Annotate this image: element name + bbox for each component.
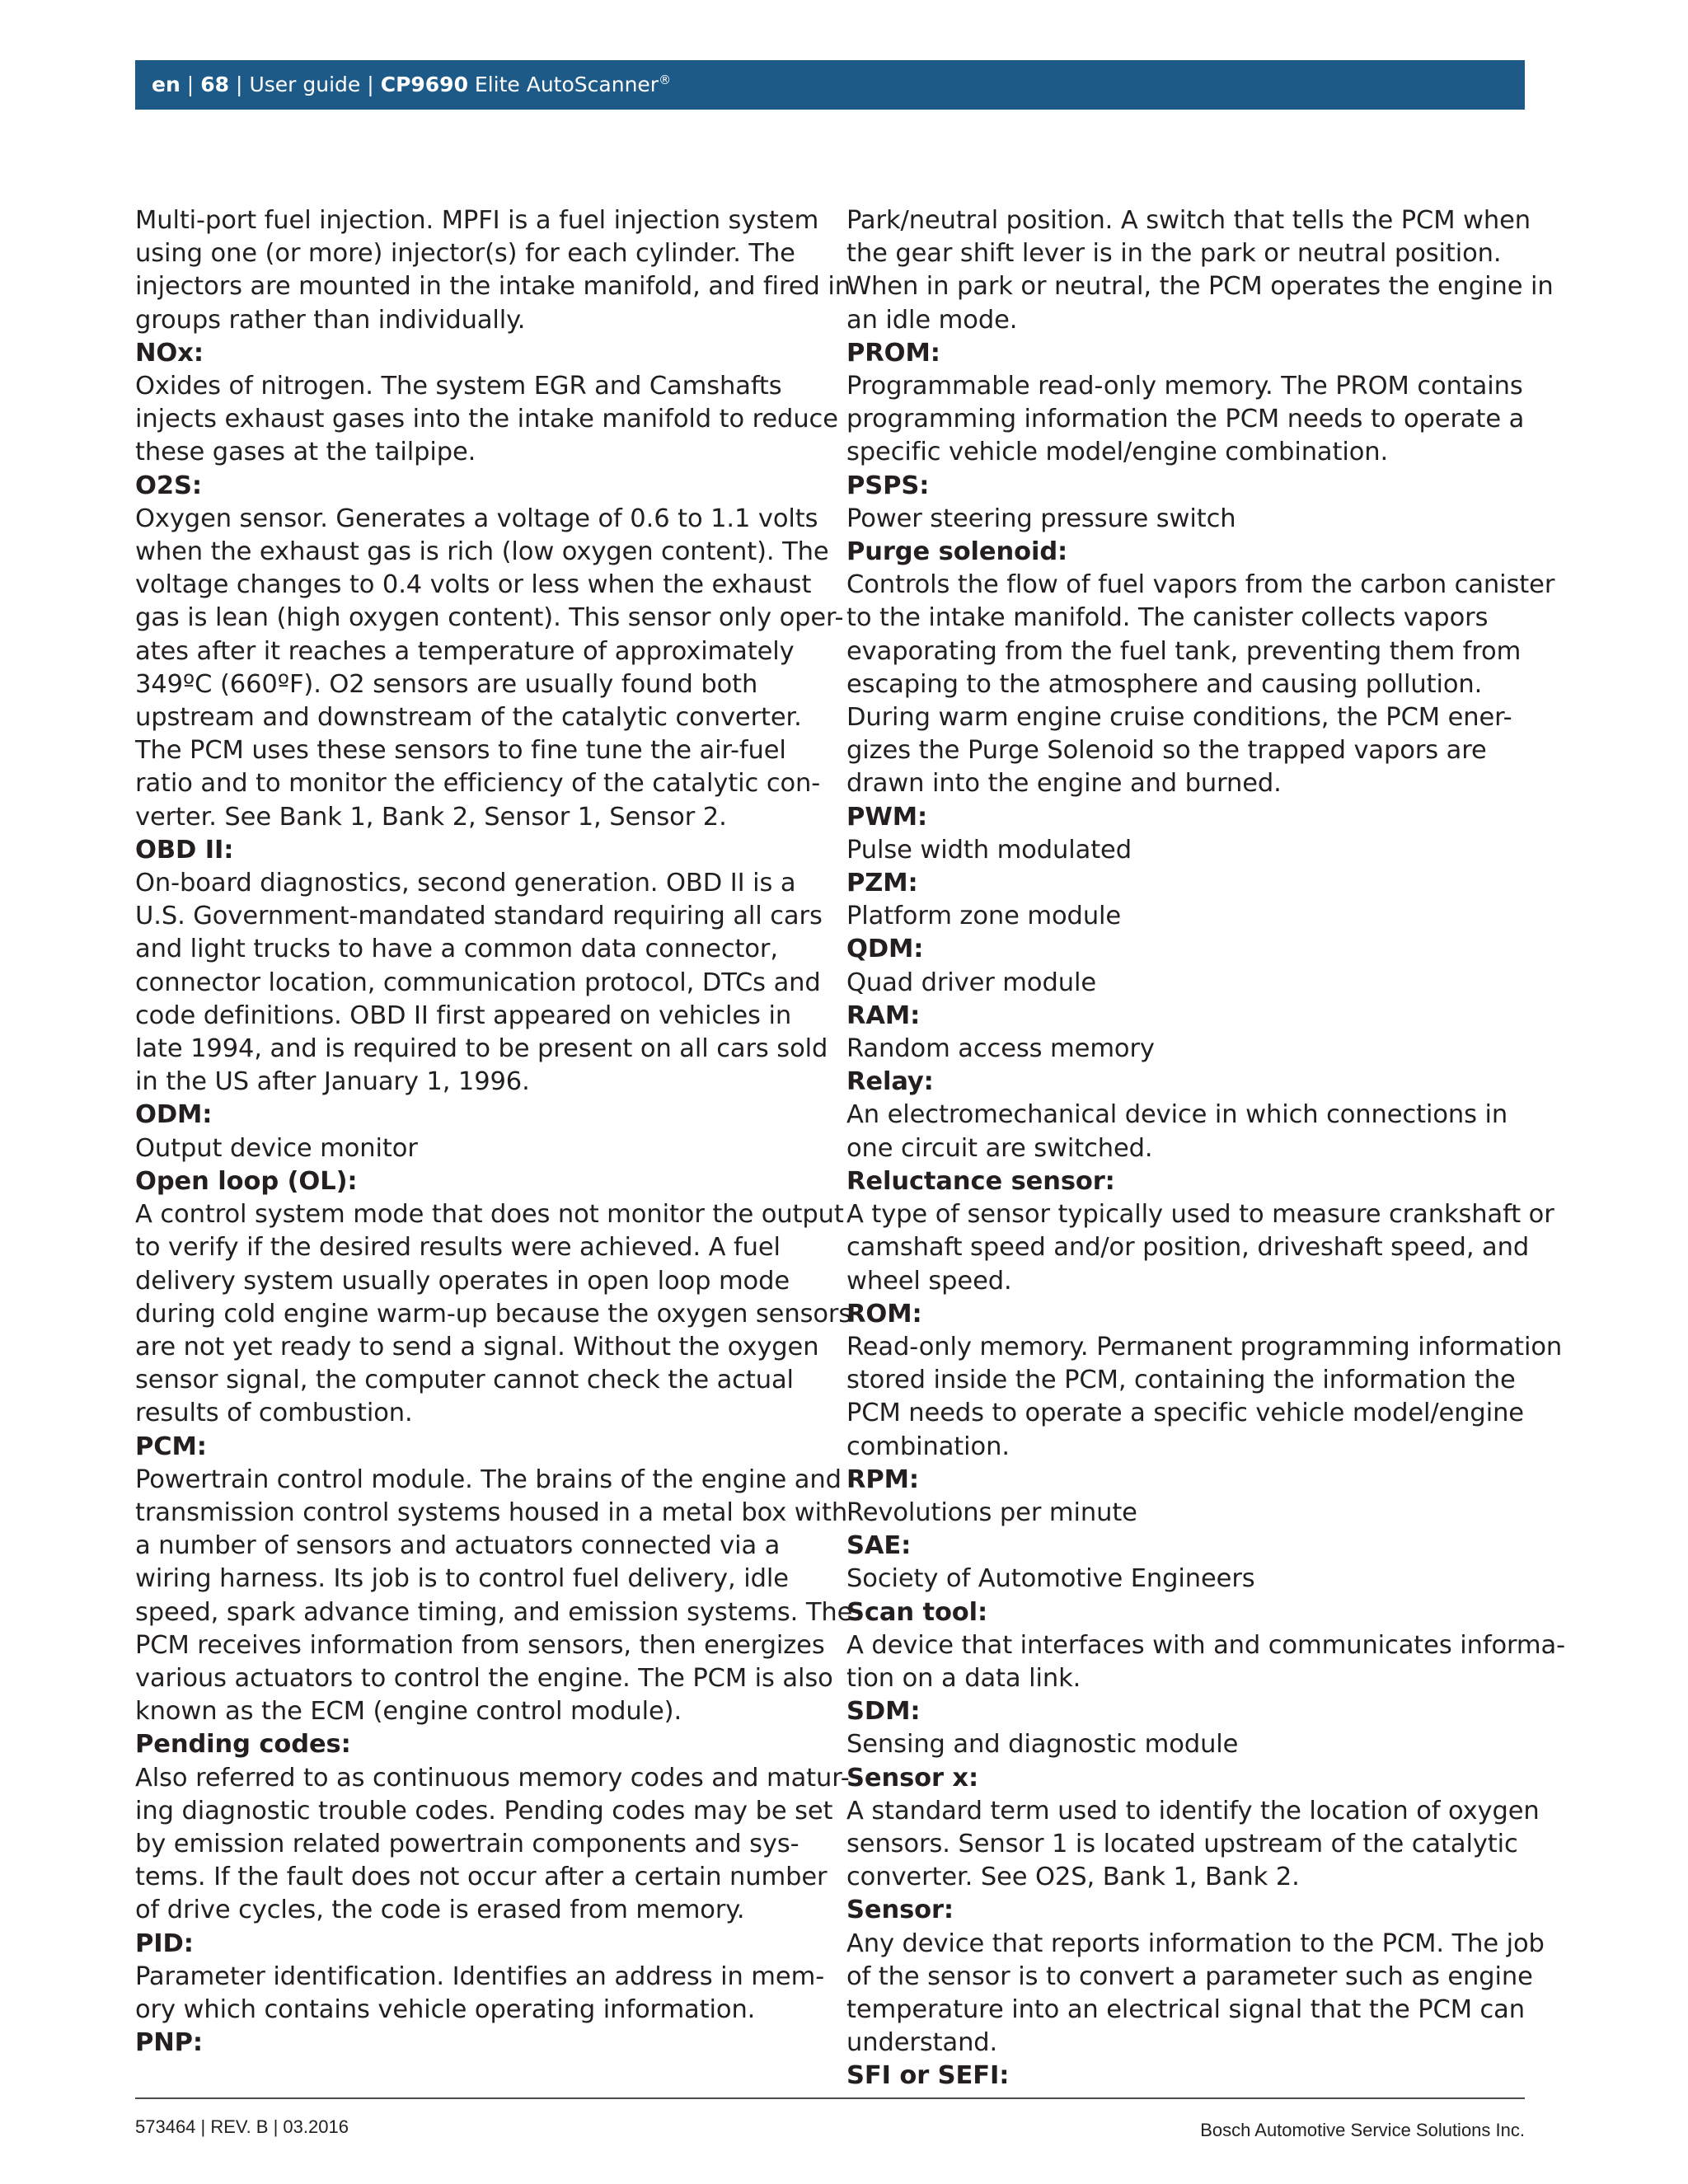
glossary-definition-line: Parameter identification. Identifies an address in mem- bbox=[135, 1961, 825, 1991]
glossary-definition-line: a number of sensors and actuators connected via a bbox=[135, 1531, 781, 1561]
glossary-definition-line: these gases at the tailpipe. bbox=[135, 438, 476, 467]
footer-doc-ref: 573464 | REV. B | 03.2016 bbox=[135, 2116, 349, 2137]
header-separator: | bbox=[186, 73, 195, 96]
glossary-definition-line: groups rather than individually. bbox=[135, 305, 526, 335]
glossary-definition-line: connector location, communication protocol, DTCs and bbox=[135, 968, 821, 997]
glossary-term: SFI or SEFI: bbox=[846, 2061, 1010, 2091]
glossary-definition-line: specific vehicle model/engine combination. bbox=[846, 438, 1389, 467]
glossary-definition-line: wheel speed. bbox=[846, 1266, 1012, 1296]
glossary-definition-line: Controls the flow of fuel vapors from the carbon canister bbox=[846, 570, 1555, 600]
glossary-definition-line: injectors are mounted in the intake manifold, and fired in bbox=[135, 272, 851, 302]
glossary-definition-line: Also referred to as continuous memory codes and matur- bbox=[135, 1763, 850, 1793]
glossary-definition-line: PCM needs to operate a specific vehicle model/engine bbox=[846, 1399, 1524, 1428]
glossary-term: OBD II: bbox=[135, 835, 234, 865]
glossary-definition-line: Output device monitor bbox=[135, 1133, 418, 1163]
glossary-right-column bbox=[846, 204, 1566, 2093]
glossary-definition-line: U.S. Government-mandated standard requiring all cars bbox=[135, 902, 823, 931]
glossary-definition-line: to verify if the desired results were achieved. A fuel bbox=[135, 1233, 781, 1263]
glossary-definition-line: Multi-port fuel injection. MPFI is a fuel injection system bbox=[135, 206, 819, 235]
glossary-definition-line: an idle mode. bbox=[846, 305, 1018, 335]
glossary-definition-line: Society of Automotive Engineers bbox=[846, 1564, 1255, 1594]
glossary-definition-line: Power steering pressure switch bbox=[846, 504, 1236, 533]
glossary-definition-line: sensor signal, the computer cannot check the actual bbox=[135, 1366, 794, 1395]
glossary-term: Reluctance sensor: bbox=[846, 1166, 1115, 1196]
glossary-definition-line: ratio and to monitor the efficiency of the catalytic con- bbox=[135, 769, 821, 799]
glossary-term: PID: bbox=[135, 1929, 194, 1958]
glossary-term: PROM: bbox=[846, 338, 940, 368]
glossary-definition-line: Random access memory bbox=[846, 1034, 1155, 1064]
glossary-term: O2S: bbox=[135, 471, 202, 500]
glossary-definition-line: one circuit are switched. bbox=[846, 1133, 1153, 1163]
glossary-definition-line: Platform zone module bbox=[846, 902, 1122, 931]
glossary-definition-line: ates after it reaches a temperature of approximately bbox=[135, 636, 795, 666]
glossary-definition-line: using one (or more) injector(s) for each cylinder. The bbox=[135, 239, 795, 269]
page-header bbox=[135, 60, 1525, 110]
glossary-definition-line: Read-only memory. Permanent programming information bbox=[846, 1332, 1563, 1361]
glossary-definition-line: gas is lean (high oxygen content). This sensor only oper- bbox=[135, 603, 844, 633]
glossary-term: Open loop (OL): bbox=[135, 1166, 358, 1196]
glossary-definition-line: and light trucks to have a common data connector, bbox=[135, 935, 778, 964]
glossary-term: SDM: bbox=[846, 1697, 921, 1727]
glossary-definition-line: Oxygen sensor. Generates a voltage of 0.6 to 1.1 volts bbox=[135, 504, 818, 533]
glossary-term: PWM: bbox=[846, 802, 928, 832]
glossary-term: ROM: bbox=[846, 1299, 922, 1329]
glossary-definition-line: voltage changes to 0.4 volts or less when the exhaust bbox=[135, 570, 812, 600]
glossary-definition-line: delivery system usually operates in open loop mode bbox=[135, 1266, 790, 1296]
glossary-definition-line: results of combustion. bbox=[135, 1399, 413, 1428]
glossary-definition-line: ing diagnostic trouble codes. Pending codes may be set bbox=[135, 1796, 833, 1825]
glossary-definition-line: PCM receives information from sensors, then energizes bbox=[135, 1630, 825, 1660]
glossary-definition-line: tems. If the fault does not occur after a certain number bbox=[135, 1863, 828, 1892]
glossary-definition-line: When in park or neutral, the PCM operates the engine in bbox=[846, 272, 1554, 302]
glossary-definition-line: upstream and downstream of the catalytic converter. bbox=[135, 703, 802, 733]
glossary-definition-line: gizes the Purge Solenoid so the trapped vapors are bbox=[846, 736, 1487, 766]
glossary-term: Relay: bbox=[846, 1067, 934, 1097]
glossary-left-column bbox=[135, 204, 853, 2060]
glossary-definition-line: 349ºC (660ºF). O2 sensors are usually found both bbox=[135, 669, 758, 699]
glossary-definition-line: when the exhaust gas is rich (low oxygen content). The bbox=[135, 537, 829, 567]
glossary-definition-line: Powertrain control module. The brains of the engine and bbox=[135, 1465, 842, 1494]
glossary-definition-line: During warm engine cruise conditions, the PCM ener- bbox=[846, 703, 1512, 733]
glossary-term: PZM: bbox=[846, 869, 918, 898]
glossary-definition-line: Park/neutral position. A switch that tells the PCM when bbox=[846, 206, 1531, 235]
glossary-definition-line: of drive cycles, the code is erased from memory. bbox=[135, 1896, 745, 1925]
glossary-definition-line: Revolutions per minute bbox=[846, 1497, 1137, 1527]
glossary-definition-line: programming information the PCM needs to operate a bbox=[846, 405, 1525, 434]
header-section: User guide bbox=[249, 73, 361, 96]
registered-mark: ® bbox=[659, 73, 672, 87]
glossary-term: NOx: bbox=[135, 338, 204, 368]
glossary-term: RAM: bbox=[846, 1001, 921, 1030]
glossary-definition-line: temperature into an electrical signal that the PCM can bbox=[846, 1994, 1526, 2024]
glossary-definition-line: by emission related powertrain components and sys- bbox=[135, 1829, 799, 1858]
glossary-term: Sensor: bbox=[846, 1896, 954, 1925]
glossary-definition-line: in the US after January 1, 1996. bbox=[135, 1067, 530, 1097]
glossary-definition-line: A standard term used to identify the location of oxygen bbox=[846, 1796, 1540, 1825]
glossary-definition-line: combination. bbox=[846, 1432, 1010, 1461]
glossary-definition-line: understand. bbox=[846, 2028, 998, 2058]
glossary-definition-line: Sensing and diagnostic module bbox=[846, 1730, 1239, 1760]
glossary-definition-line: On-board diagnostics, second generation. OBD II is a bbox=[135, 869, 796, 898]
glossary-definition-line: of the sensor is to convert a parameter such as engine bbox=[846, 1961, 1533, 1991]
header-model: CP9690 bbox=[380, 73, 468, 96]
glossary-definition-line: Pulse width modulated bbox=[846, 835, 1132, 865]
glossary-definition-line: the gear shift lever is in the park or neutral position. bbox=[846, 239, 1502, 269]
header-product: Elite AutoScanner bbox=[474, 73, 659, 96]
glossary-definition-line: wiring harness. Its job is to control fuel delivery, idle bbox=[135, 1564, 789, 1594]
glossary-term: Purge solenoid: bbox=[846, 537, 1068, 567]
glossary-definition-line: injects exhaust gases into the intake manifold to reduce bbox=[135, 405, 838, 434]
glossary-term: Pending codes: bbox=[135, 1730, 351, 1760]
glossary-definition-line: camshaft speed and/or position, driveshaft speed, and bbox=[846, 1233, 1530, 1263]
glossary-term: SAE: bbox=[846, 1531, 912, 1561]
footer-divider bbox=[135, 2097, 1525, 2099]
glossary-term: RPM: bbox=[846, 1465, 919, 1494]
glossary-term: Scan tool: bbox=[846, 1597, 988, 1627]
glossary-definition-line: The PCM uses these sensors to fine tune the air-fuel bbox=[135, 736, 786, 766]
glossary-definition-line: evaporating from the fuel tank, preventing them from bbox=[846, 636, 1522, 666]
glossary-definition-line: stored inside the PCM, containing the information the bbox=[846, 1366, 1516, 1395]
glossary-definition-line: Quad driver module bbox=[846, 968, 1097, 997]
glossary-definition-line: Oxides of nitrogen. The system EGR and Camshafts bbox=[135, 372, 782, 401]
glossary-definition-line: Programmable read-only memory. The PROM contains bbox=[846, 372, 1523, 401]
glossary-definition-line: drawn into the engine and burned. bbox=[846, 769, 1282, 799]
glossary-definition-line: various actuators to control the engine. The PCM is also bbox=[135, 1663, 833, 1693]
glossary-term: PSPS: bbox=[846, 471, 930, 500]
glossary-definition-line: are not yet ready to send a signal. Without the oxygen bbox=[135, 1332, 819, 1361]
glossary-definition-line: during cold engine warm-up because the oxygen sensors bbox=[135, 1299, 852, 1329]
header-lang: en bbox=[152, 73, 181, 96]
glossary-definition-line: A type of sensor typically used to measure crankshaft or bbox=[846, 1200, 1554, 1230]
glossary-definition-line: transmission control systems housed in a metal box with bbox=[135, 1497, 848, 1527]
glossary-definition-line: An electromechanical device in which connections in bbox=[846, 1100, 1508, 1130]
glossary-definition-line: A device that interfaces with and communicates informa- bbox=[846, 1630, 1566, 1660]
glossary-definition-line: speed, spark advance timing, and emission systems. The bbox=[135, 1597, 853, 1627]
glossary-term: Sensor x: bbox=[846, 1763, 979, 1793]
glossary-definition-line: converter. See O2S, Bank 1, Bank 2. bbox=[846, 1863, 1300, 1892]
glossary-term: PCM: bbox=[135, 1432, 207, 1461]
header-separator: | bbox=[367, 73, 374, 96]
glossary-definition-line: sensors. Sensor 1 is located upstream of the catalytic bbox=[846, 1829, 1518, 1858]
header-page-number: 68 bbox=[200, 73, 229, 96]
glossary-term: ODM: bbox=[135, 1100, 213, 1130]
glossary-definition-line: Any device that reports information to the PCM. The job bbox=[846, 1929, 1545, 1958]
glossary-definition-line: verter. See Bank 1, Bank 2, Sensor 1, Sensor 2. bbox=[135, 802, 727, 832]
glossary-definition-line: late 1994, and is required to be present on all cars sold bbox=[135, 1034, 828, 1064]
glossary-definition-line: A control system mode that does not monitor the output bbox=[135, 1200, 844, 1230]
glossary-definition-line: to the intake manifold. The canister collects vapors bbox=[846, 603, 1489, 633]
glossary-definition-line: code definitions. OBD II first appeared on vehicles in bbox=[135, 1001, 792, 1030]
footer-company: Bosch Automotive Service Solutions Inc. bbox=[1200, 2120, 1525, 2140]
glossary-definition-line: known as the ECM (engine control module). bbox=[135, 1697, 682, 1727]
glossary-definition-line: escaping to the atmosphere and causing pollution. bbox=[846, 669, 1483, 699]
glossary-definition-line: tion on a data link. bbox=[846, 1663, 1081, 1693]
header-separator: | bbox=[236, 73, 243, 96]
glossary-term: PNP: bbox=[135, 2028, 204, 2058]
glossary-term: QDM: bbox=[846, 935, 924, 964]
glossary-definition-line: ory which contains vehicle operating information. bbox=[135, 1994, 756, 2024]
